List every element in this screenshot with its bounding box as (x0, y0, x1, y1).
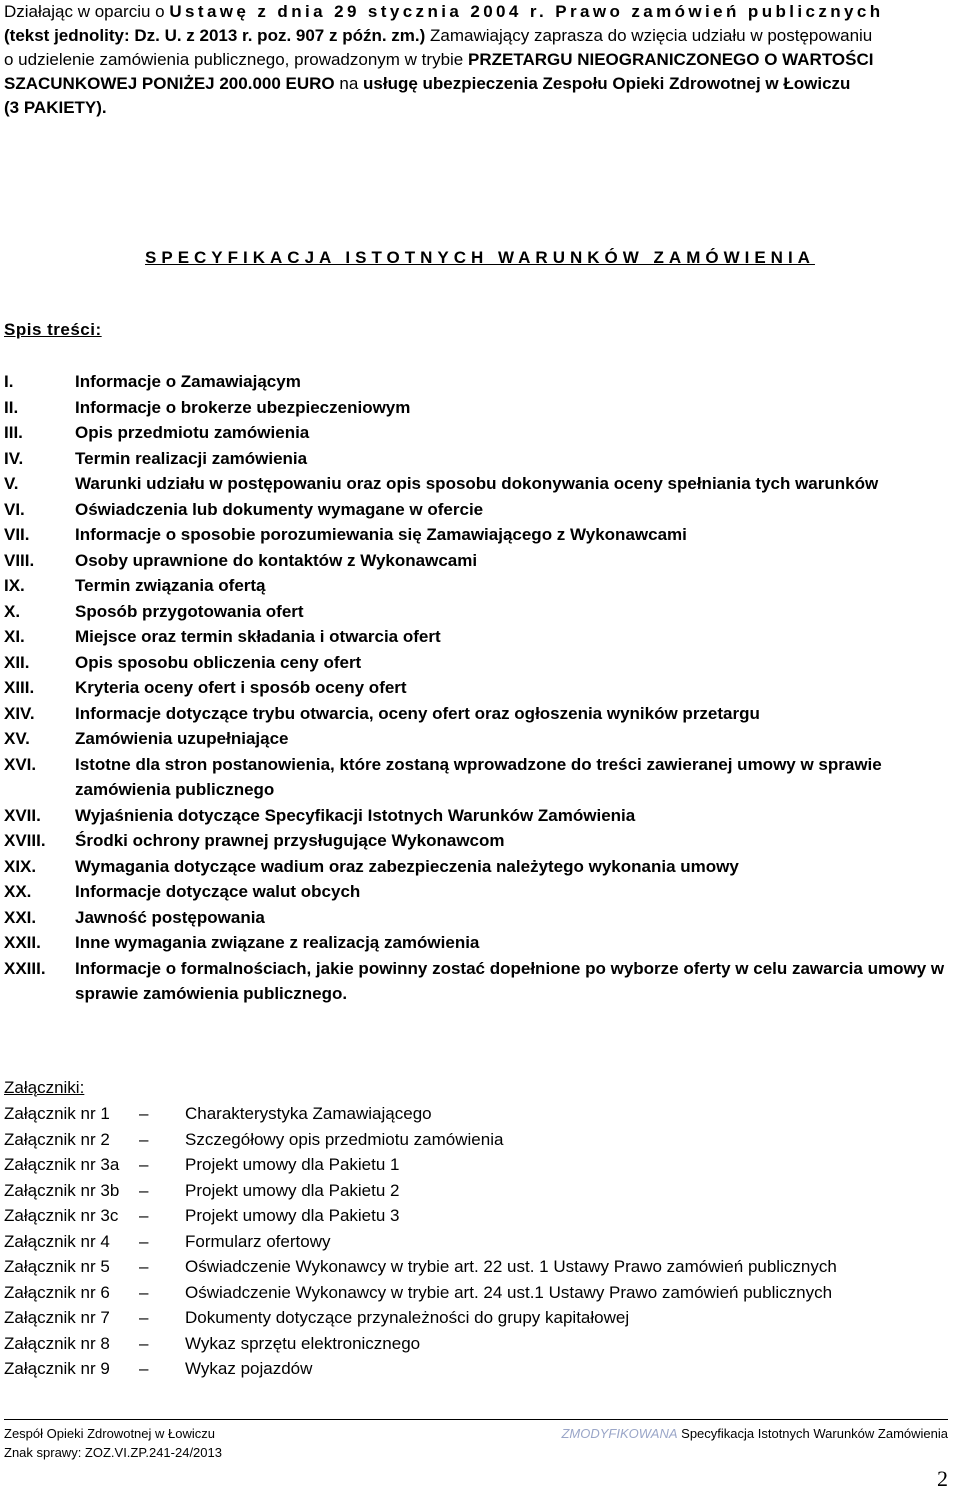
attachment-dash: – (139, 1129, 149, 1149)
toc-item-title: Informacje o brokerze ubezpieczeniowym (75, 397, 411, 417)
toc-item (4, 930, 948, 956)
toc-item (4, 726, 948, 752)
law-citation: (tekst jednolity: Dz. U. z 2013 r. poz. 907 z późn. zm.) (4, 26, 426, 45)
page-number: 2 (937, 1466, 948, 1491)
attachment-number: Załącznik nr 8 (4, 1333, 110, 1353)
toc-item-title: Termin realizacji zamówienia (75, 448, 308, 468)
attachment-title: Szczegółowy opis przedmiotu zamówienia (185, 1129, 504, 1149)
toc-item (4, 854, 948, 880)
toc-item-title: Termin związania ofertą (75, 576, 266, 595)
attachment-item (4, 1203, 837, 1229)
toc-item-title: Jawność postępowania (75, 907, 265, 927)
toc-item-title: Sposób przygotowania ofert (75, 601, 304, 621)
modified-label: ZMODYFIKOWANA (561, 1426, 678, 1441)
intro-line (4, 24, 948, 48)
toc-item-title: Warunki udziału w postępowaniu oraz opis sposobu dokonywania oceny spełniania tych warunków (75, 474, 879, 493)
attachment-item (4, 1101, 837, 1127)
attachment-dash: – (139, 1333, 149, 1353)
toc-item-number: XV. (4, 729, 30, 748)
toc-item-number: XII. (4, 652, 30, 672)
toc-item-number: XXI. (4, 907, 37, 927)
attachment-number: Załącznik nr 3c (4, 1206, 119, 1225)
toc-item-title: Oświadczenia lub dokumenty wymagane w ofercie (75, 499, 484, 519)
toc-item (4, 701, 948, 727)
attachment-dash: – (139, 1282, 149, 1302)
toc-item-number: XIX. (4, 856, 37, 876)
procedure-value: SZACUNKOWEJ PONIŻEJ 200.000 EURO (4, 74, 335, 93)
toc-item-number: VI. (4, 499, 25, 519)
intro-text: Działając w oparciu o (4, 2, 170, 21)
attachment-dash: – (139, 1155, 149, 1174)
attachment-title: Oświadczenie Wykonawcy w trybie art. 22 ust. 1 Ustawy Prawo zamówień publicznych (185, 1257, 837, 1276)
attachment-dash: – (139, 1206, 149, 1225)
toc-item-title: Zamówienia uzupełniające (75, 729, 289, 748)
table-of-contents (4, 369, 948, 1007)
footer-case-number: Znak sprawy: ZOZ.VI.ZP.241-24/2013 (4, 1445, 222, 1460)
attachments-list (4, 1101, 837, 1382)
toc-item-number: XXII. (4, 933, 41, 952)
attachment-title: Dokumenty dotyczące przynależności do grupy kapitałowej (185, 1308, 630, 1327)
law-reference: Ustawę z dnia 29 stycznia 2004 r. Prawo zamówień publicznych (169, 2, 884, 21)
attachment-number: Załącznik nr 6 (4, 1282, 110, 1302)
toc-item (4, 471, 948, 497)
toc-item-number: VII. (4, 525, 30, 544)
intro-line (4, 48, 948, 72)
toc-item-title: Informacje o sposobie porozumiewania się Zamawiającego z Wykonawcami (75, 525, 687, 544)
attachment-title: Wykaz sprzętu elektronicznego (185, 1333, 421, 1353)
toc-item (4, 905, 948, 931)
toc-item-number: II. (4, 397, 19, 417)
toc-item (4, 675, 948, 701)
toc-item (4, 956, 948, 1007)
toc-item-number: I. (4, 372, 14, 391)
toc-item (4, 803, 948, 829)
attachment-number: Załącznik nr 5 (4, 1257, 110, 1276)
attachment-number: Załącznik nr 1 (4, 1104, 110, 1123)
toc-item (4, 522, 948, 548)
toc-item (4, 828, 948, 854)
attachment-title: Wykaz pojazdów (185, 1359, 313, 1378)
toc-item-number: IV. (4, 448, 24, 468)
toc-item-number: XI. (4, 627, 25, 646)
attachment-dash: – (139, 1359, 149, 1378)
toc-item (4, 624, 948, 650)
attachment-title: Formularz ofertowy (185, 1231, 331, 1251)
toc-item-number: XIV. (4, 703, 35, 723)
toc-item-title: Wyjaśnienia dotyczące Specyfikacji Istotnych Warunków Zamówienia (75, 805, 636, 825)
toc-item (4, 599, 948, 625)
footer-organization: Zespół Opieki Zdrowotnej w Łowiczu (4, 1426, 215, 1441)
toc-item (4, 752, 948, 803)
toc-item-title: Inne wymagania związane z realizacją zamówienia (75, 933, 480, 952)
attachment-number: Załącznik nr 9 (4, 1359, 110, 1378)
attachment-title: Projekt umowy dla Pakietu 3 (185, 1206, 400, 1225)
attachment-item (4, 1331, 837, 1357)
toc-item-title: Środki ochrony prawnej przysługujące Wykonawcom (75, 831, 505, 850)
attachment-number: Załącznik nr 4 (4, 1231, 110, 1251)
footer-left (4, 1424, 222, 1462)
procedure-type: PRZETARGU NIEOGRANICZONEGO O WARTOŚCI (467, 50, 874, 69)
toc-title: Spis treści: (4, 320, 102, 339)
toc-item (4, 420, 948, 446)
attachment-dash: – (139, 1180, 149, 1200)
attachment-title: Projekt umowy dla Pakietu 1 (185, 1155, 400, 1174)
attachment-title: Charakterystyka Zamawiającego (185, 1104, 432, 1123)
toc-item-title: Istotne dla stron postanowienia, które zostaną wprowadzone do treści zawieranej umowy w sprawie zamówienia publicznego (75, 754, 882, 799)
toc-item-title: Informacje o Zamawiającym (75, 372, 301, 391)
toc-item-number: XIII. (4, 678, 35, 697)
toc-item-title: Opis sposobu obliczenia ceny ofert (75, 652, 362, 672)
toc-item-title: Informacje o formalnościach, jakie powinny zostać dopełnione po wyborze oferty w celu zawarcia umowy w sprawie zamówienia publicznego. (75, 958, 945, 1003)
attachment-dash: – (139, 1104, 149, 1123)
attachment-number: Załącznik nr 2 (4, 1129, 110, 1149)
attachment-title: Projekt umowy dla Pakietu 2 (185, 1180, 400, 1200)
intro-paragraph (4, 0, 948, 120)
toc-item (4, 879, 948, 905)
document-heading: SPECYFIKACJA ISTOTNYCH WARUNKÓW ZAMÓWIENIA (145, 248, 815, 267)
attachment-dash: – (139, 1308, 149, 1327)
intro-text: na (334, 74, 364, 93)
attachment-number: Załącznik nr 3b (4, 1180, 120, 1200)
toc-item-title: Informacje dotyczące walut obcych (75, 882, 361, 901)
toc-item-number: XXIII. (4, 958, 46, 978)
toc-item-number: X. (4, 601, 21, 621)
toc-item-number: XX. (4, 882, 32, 901)
footer-right (561, 1424, 948, 1443)
toc-item (4, 395, 948, 421)
toc-item-number: XVIII. (4, 831, 46, 850)
toc-item-number: IX. (4, 576, 25, 595)
toc-item (4, 497, 948, 523)
attachment-item (4, 1254, 837, 1280)
attachment-item (4, 1356, 837, 1382)
toc-item-title: Wymagania dotyczące wadium oraz zabezpieczenia należytego wykonania umowy (75, 856, 739, 876)
toc-item (4, 573, 948, 599)
toc-item (4, 369, 948, 395)
attachment-item (4, 1305, 837, 1331)
attachment-item (4, 1280, 837, 1306)
toc-item-number: V. (4, 474, 19, 493)
attachment-dash: – (139, 1257, 149, 1276)
toc-item (4, 446, 948, 472)
attachment-dash: – (139, 1231, 149, 1251)
toc-item-number: VIII. (4, 550, 35, 570)
intro-text: Zamawiający zaprasza do wzięcia udziału w postępowaniu (425, 26, 873, 45)
toc-item-number: III. (4, 423, 23, 442)
attachments-title: Załączniki: (4, 1078, 85, 1097)
attachment-number: Załącznik nr 3a (4, 1155, 120, 1174)
toc-item-title: Miejsce oraz termin składania i otwarcia ofert (75, 627, 441, 646)
attachment-number: Załącznik nr 7 (4, 1308, 110, 1327)
footer-document-name: Specyfikacja Istotnych Warunków Zamówienia (677, 1426, 948, 1441)
attachment-item (4, 1152, 837, 1178)
toc-item-number: XVI. (4, 754, 37, 774)
packages-count: (3 PAKIETY). (4, 98, 107, 117)
toc-item (4, 548, 948, 574)
intro-text: o udzielenie zamówienia publicznego, prowadzonym w trybie (4, 50, 468, 69)
toc-item-title: Opis przedmiotu zamówienia (75, 423, 310, 442)
toc-item-title: Informacje dotyczące trybu otwarcia, oceny ofert oraz ogłoszenia wyników przetargu (75, 703, 760, 723)
footer-divider (4, 1419, 948, 1420)
attachment-item (4, 1229, 837, 1255)
toc-item-title: Osoby uprawnione do kontaktów z Wykonawcami (75, 550, 478, 570)
attachment-title: Oświadczenie Wykonawcy w trybie art. 24 ust.1 Ustawy Prawo zamówień publicznych (185, 1282, 833, 1302)
attachment-item (4, 1127, 837, 1153)
intro-line (4, 72, 948, 96)
service-subject: usługę ubezpieczenia Zespołu Opieki Zdrowotnej w Łowiczu (363, 74, 851, 93)
toc-item-number: XVII. (4, 805, 41, 825)
toc-item (4, 650, 948, 676)
intro-line (4, 0, 948, 24)
toc-item-title: Kryteria oceny ofert i sposób oceny ofert (75, 678, 407, 697)
attachment-item (4, 1178, 837, 1204)
